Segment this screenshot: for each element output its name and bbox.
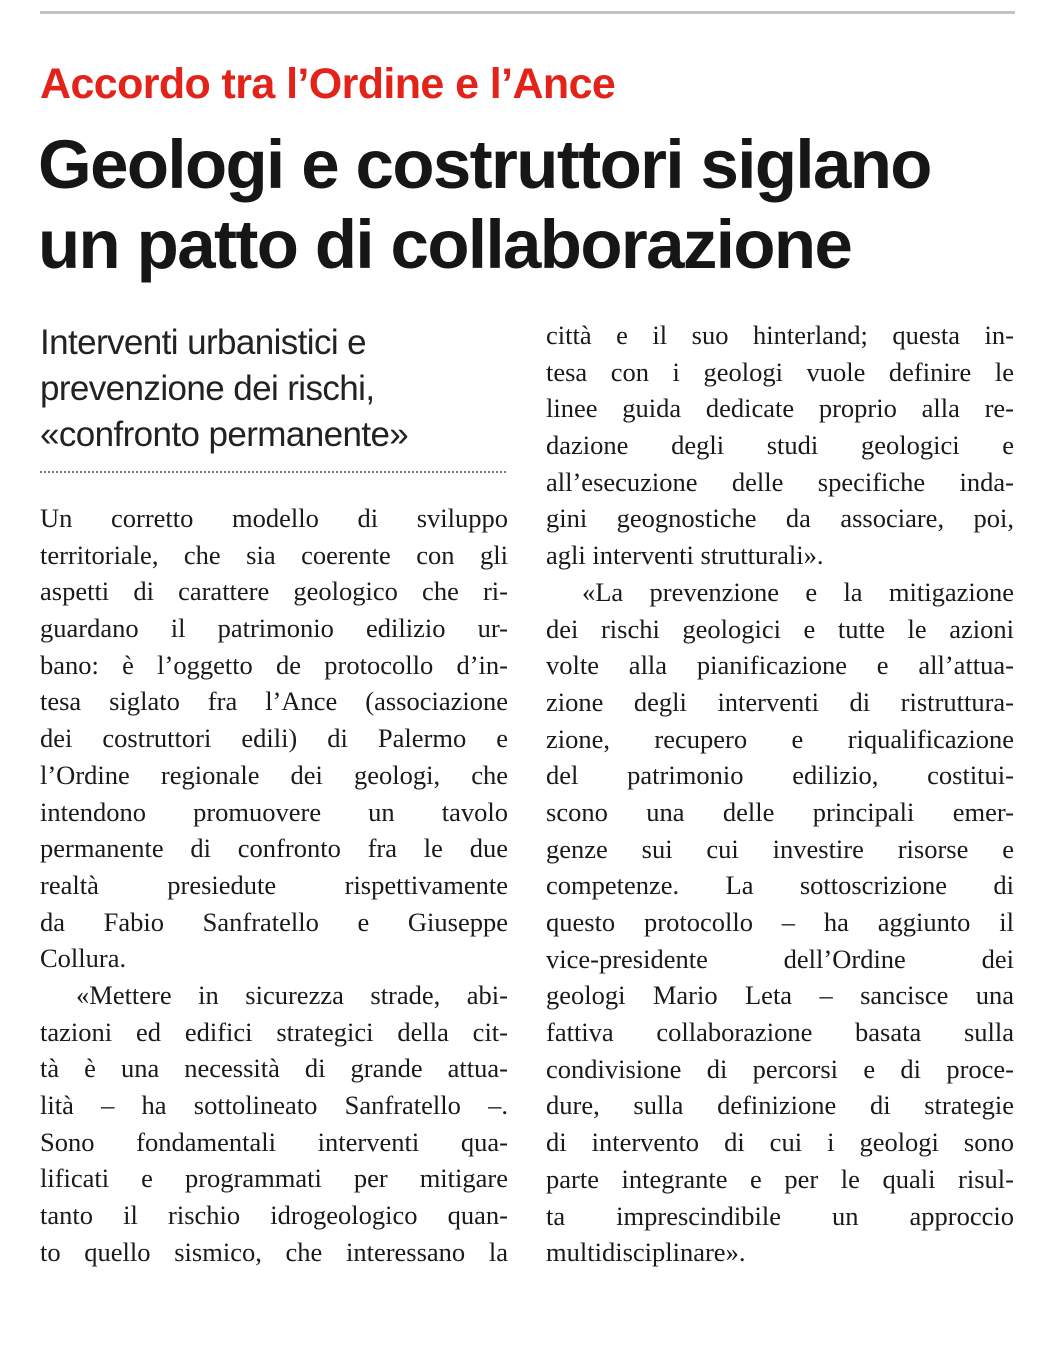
body-text-line: all’esecuzione delle specifiche inda- — [546, 466, 1014, 497]
body-text-line: ta imprescindibile un approccio — [546, 1200, 1014, 1231]
body-text-line: Collura. — [40, 943, 127, 974]
body-text-line: città e il suo hinterland; questa in- — [546, 320, 1014, 350]
body-text-line: fattiva collaborazione basata sulla — [546, 1017, 1014, 1048]
body-text-line: territoriale, che sia coerente con gli — [40, 539, 508, 570]
body-text-line: dei rischi geologici e tutte le azioni — [546, 613, 1014, 644]
body-text-line: zione degli interventi di ristruttura- — [546, 686, 1014, 717]
body-text-line: permanente di confronto fra le due — [40, 833, 508, 864]
body-text-line: da Fabio Sanfratello e Giuseppe — [40, 906, 508, 937]
body-text-line: questo protocollo – ha aggiunto il — [546, 907, 1014, 937]
body-text-line: aspetti di carattere geologico che ri- — [40, 576, 508, 607]
body-text-line: gini geognostiche da associare, poi, — [546, 503, 1014, 534]
body-text-line: to quello sismico, che interessano la — [40, 1236, 508, 1267]
article-body-right-column — [546, 317, 1014, 1271]
body-text-line: agli interventi strutturali». — [546, 540, 824, 571]
body-text-line: «La prevenzione e la mitigazione — [582, 576, 1014, 607]
body-text-line: «Mettere in sicurezza strade, abi- — [76, 979, 508, 1010]
body-text-line: Un corretto modello di sviluppo — [40, 503, 508, 533]
body-text-line: dazione degli studi geologici e — [546, 430, 1014, 461]
body-text-line: lificati e programmati per mitigare — [40, 1163, 508, 1194]
headline-line: Geologi e costruttori siglano — [38, 126, 931, 203]
top-divider — [40, 11, 1015, 14]
body-text-line: Sono fondamentali interventi qua- — [40, 1126, 508, 1157]
body-text-line: l’Ordine regionale dei geologi, che — [40, 759, 508, 790]
body-text-line: condivisione di percorsi e di proce- — [546, 1053, 1014, 1084]
body-text-line: intendono promuovere un tavolo — [40, 796, 508, 827]
body-text-line: tà è una necessità di grande attua- — [40, 1053, 508, 1084]
body-text-line: tesa con i geologi vuole definire le — [546, 356, 1014, 387]
body-text-line: scono una delle principali emer- — [546, 796, 1014, 827]
body-text-line: dei costruttori edili) di Palermo e — [40, 723, 508, 754]
body-text-line: parte integrante e per le quali risul- — [546, 1163, 1014, 1194]
body-text-line: competenze. La sottoscrizione di — [546, 870, 1014, 901]
body-text-line: di intervento di cui i geologi sono — [546, 1127, 1014, 1158]
subhead-line: Interventi urbanistici e — [40, 323, 367, 362]
headline-line: un patto di collaborazione — [38, 206, 852, 283]
subhead-line: «confronto permanente» — [40, 415, 409, 454]
subhead-line: prevenzione dei rischi, — [40, 369, 375, 408]
article-headline — [38, 125, 931, 285]
body-text-line: geologi Mario Leta – sancisce una — [546, 980, 1014, 1011]
body-text-line: tanto il rischio idrogeologico quan- — [40, 1200, 508, 1231]
body-text-line: tesa siglato fra l’Ance (associazione — [40, 686, 508, 717]
body-text-line: multidisciplinare». — [546, 1237, 746, 1268]
subhead-divider — [40, 471, 506, 473]
body-text-line: guardano il patrimonio edilizio ur- — [40, 613, 508, 644]
body-text-line: lità – ha sottolineato Sanfratello –. — [40, 1090, 508, 1120]
body-text-line: volte alla pianificazione e all’attua- — [546, 650, 1014, 681]
body-text-line: tazioni ed edifici strategici della cit- — [40, 1016, 508, 1047]
body-text-line: dure, sulla definizione di strategie — [546, 1090, 1014, 1121]
body-text-line: linee guida dedicate proprio alla re- — [546, 393, 1014, 424]
body-text-line: del patrimonio edilizio, costitui- — [546, 760, 1014, 791]
body-text-line: realtà presiedute rispettivamente — [40, 869, 508, 900]
article-body-left-column — [40, 500, 508, 1270]
article-subhead — [40, 320, 510, 458]
body-text-line: genze sui cui investire risorse e — [546, 833, 1014, 864]
body-text-line: bano: è l’oggetto de protocollo d’in- — [40, 649, 508, 680]
body-text-line: zione, recupero e riqualificazione — [546, 723, 1014, 754]
body-text-line: vice-presidente dell’Ordine dei — [546, 943, 1014, 974]
article-kicker: Accordo tra l’Ordine e l’Ance — [40, 60, 616, 108]
